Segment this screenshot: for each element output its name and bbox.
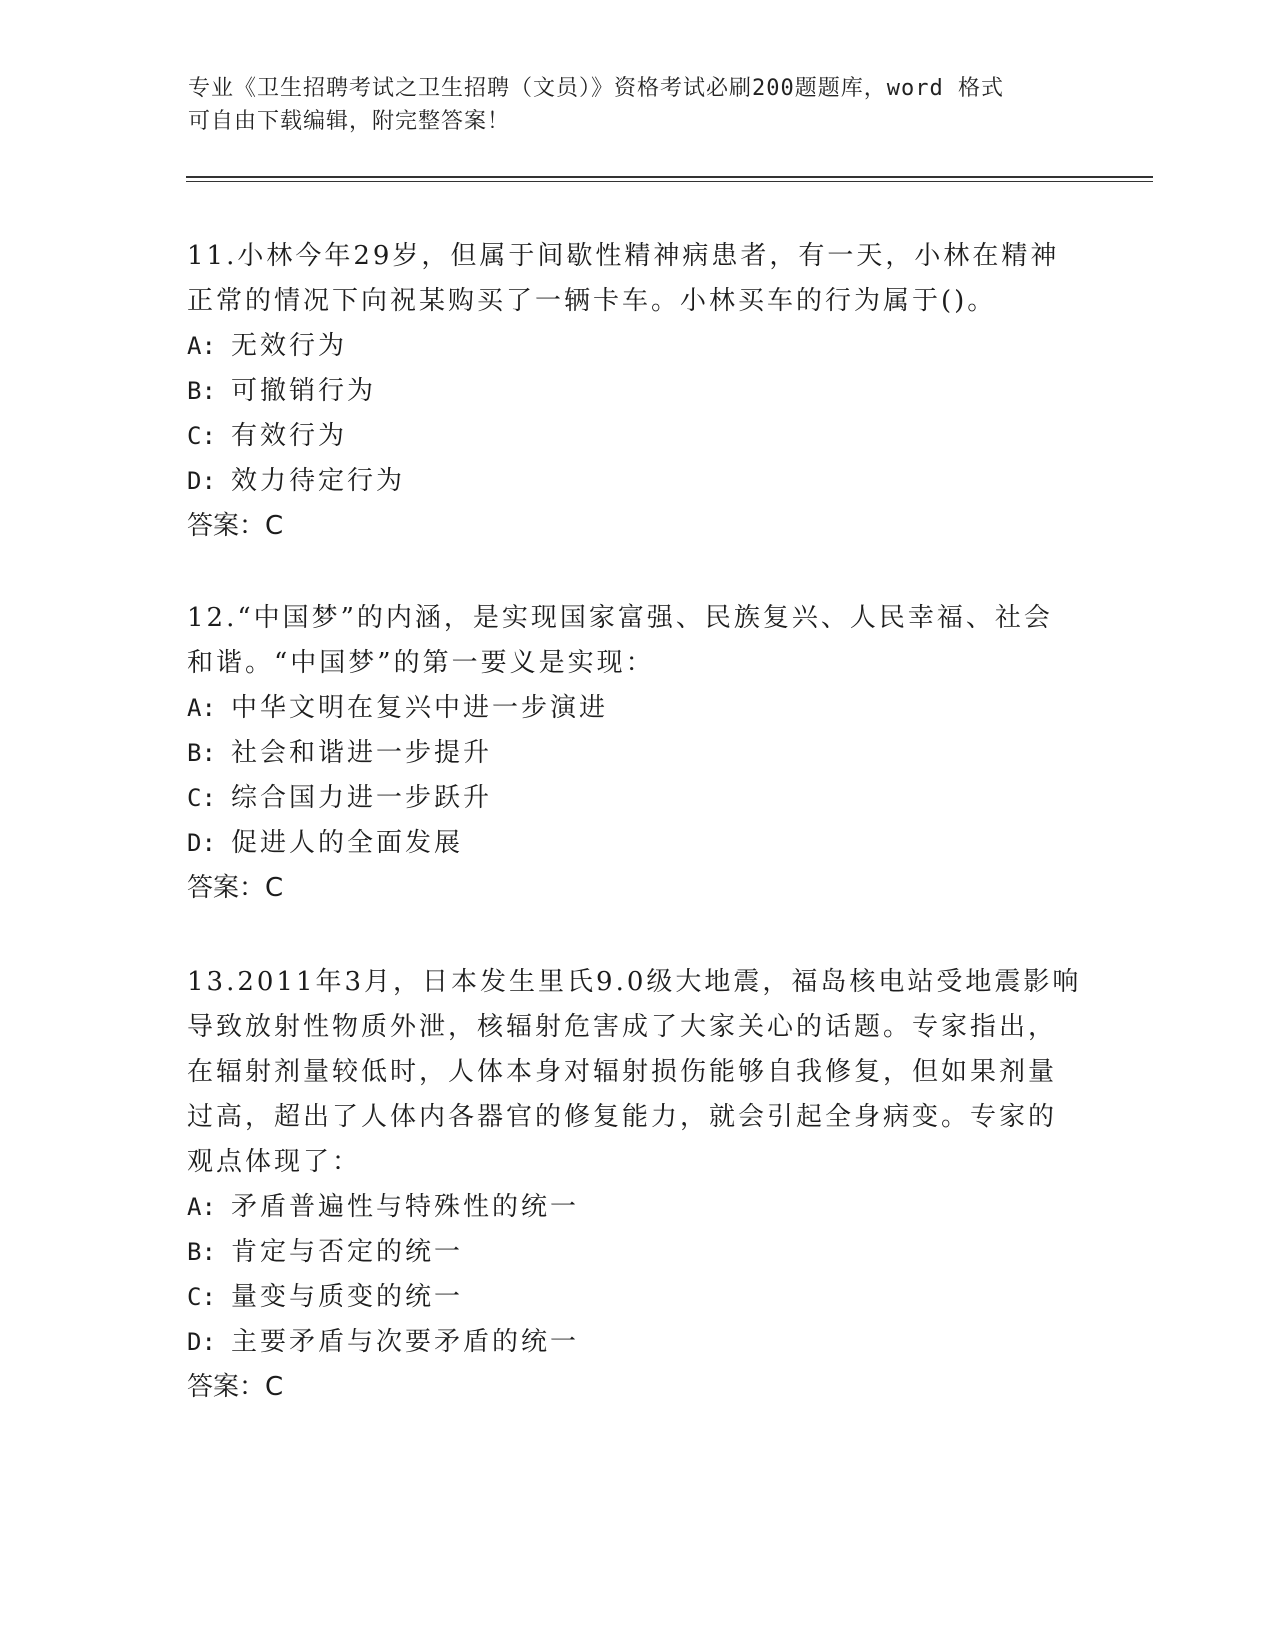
option-letter: A:: [187, 694, 216, 722]
question-text-line: 在辐射剂量较低时，人体本身对辐射损伤能够自我修复，但如果剂量: [187, 1057, 1058, 1087]
option-text: 量变与质变的统一: [231, 1282, 464, 1312]
option-letter: B:: [187, 739, 216, 767]
option-b: [187, 369, 1087, 414]
question-text-line: 正常的情况下向祝某购买了一辆卡车。小林买车的行为属于()。: [187, 286, 997, 316]
option-b: [187, 731, 1087, 776]
option-a: [187, 1185, 1087, 1230]
header-line-1: 专业《卫生招聘考试之卫生招聘（文员）》资格考试必刷200题题库，word 格式: [188, 76, 1004, 101]
option-letter: A:: [187, 1193, 216, 1221]
question-text-line: 过高，超出了人体内各器官的修复能力，就会引起全身病变。专家的: [187, 1102, 1058, 1132]
option-text: 无效行为: [231, 331, 348, 361]
question-text-line: 11.小林今年29岁，但属于间歇性精神病患者，有一天，小林在精神: [187, 241, 1060, 271]
answer-line: 答案：C: [187, 873, 284, 903]
option-c: [187, 1275, 1087, 1320]
question-text-line: 导致放射性物质外泄，核辐射危害成了大家关心的话题。专家指出，: [187, 1012, 1058, 1042]
option-c: [187, 414, 1087, 459]
question-13: [187, 960, 1087, 1410]
question-12: [187, 596, 1087, 911]
question-text-line: 观点体现了：: [187, 1147, 362, 1177]
option-letter: D:: [187, 1328, 216, 1356]
option-d: [187, 459, 1087, 504]
option-c: [187, 776, 1087, 821]
option-letter: B:: [187, 377, 216, 405]
option-text: 促进人的全面发展: [231, 828, 464, 858]
question-text-line: 12.“中国梦”的内涵，是实现国家富强、民族复兴、人民幸福、社会: [187, 603, 1053, 633]
option-letter: D:: [187, 467, 216, 495]
option-text: 主要矛盾与次要矛盾的统一: [231, 1327, 580, 1357]
option-a: [187, 686, 1087, 731]
option-text: 有效行为: [231, 421, 348, 451]
option-a: [187, 324, 1087, 369]
option-text: 肯定与否定的统一: [231, 1237, 464, 1267]
option-letter: A:: [187, 332, 216, 360]
option-text: 可撤销行为: [231, 376, 377, 406]
option-text: 中华文明在复兴中进一步演进: [231, 693, 609, 723]
header-line-2: 可自由下载编辑，附完整答案！: [188, 109, 511, 134]
option-letter: B:: [187, 1238, 216, 1266]
option-letter: C:: [187, 422, 216, 450]
option-b: [187, 1230, 1087, 1275]
header-divider-thick: [186, 176, 1153, 178]
option-text: 矛盾普遍性与特殊性的统一: [231, 1192, 580, 1222]
option-text: 社会和谐进一步提升: [231, 738, 493, 768]
question-text-line: 和谐。“中国梦”的第一要义是实现：: [187, 648, 655, 678]
option-d: [187, 821, 1087, 866]
option-d: [187, 1320, 1087, 1365]
option-text: 效力待定行为: [231, 466, 406, 496]
question-11: [187, 234, 1087, 549]
option-letter: D:: [187, 829, 216, 857]
question-text-line: 13.2011年3月，日本发生里氏9.0级大地震，福岛核电站受地震影响: [187, 967, 1082, 997]
option-letter: C:: [187, 1283, 216, 1311]
answer-line: 答案：C: [187, 1372, 284, 1402]
option-text: 综合国力进一步跃升: [231, 783, 493, 813]
header-divider-thin: [186, 181, 1153, 182]
option-letter: C:: [187, 784, 216, 812]
document-header: [188, 72, 1068, 138]
answer-line: 答案：C: [187, 511, 284, 541]
